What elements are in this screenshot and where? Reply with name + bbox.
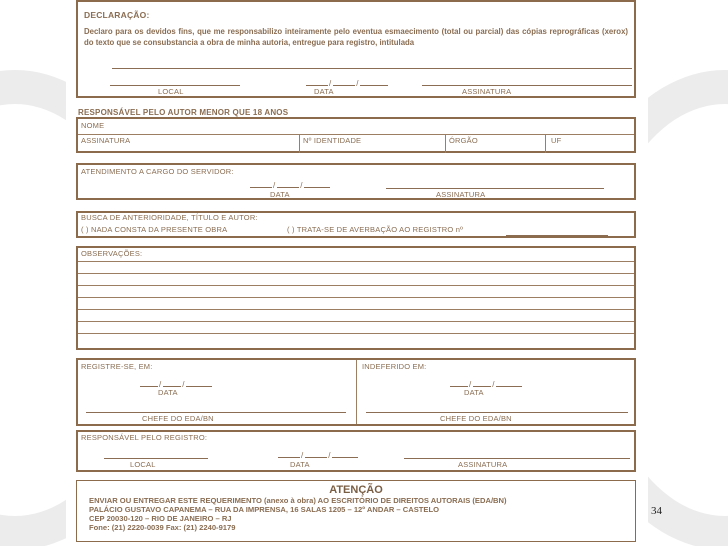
attention-line: PALÁCIO GUSTAVO CAPANEMA – RUA DA IMPRENSA, 16 SALAS 1205 – 12º ANDAR – CASTELO	[89, 505, 440, 514]
rejected-date-field[interactable]: / /	[450, 378, 522, 389]
local-line[interactable]	[110, 85, 240, 86]
registration-local-label: LOCAL	[130, 460, 156, 469]
attention-line: Fone: (21) 2220-0039 Fax: (21) 2240-9179	[89, 523, 236, 532]
declaration-text: Declaro para os devidos fins, que me responsabilizo inteiramente pelo eventua esmaecimento (total ou parcial) das cópias reprográficas (xerox) do texto que se consubstancia a obra de minha autoria, entregue para registro, intitulada	[84, 27, 628, 47]
service-signature-line[interactable]	[386, 188, 604, 189]
registration-responsible-title: RESPONSÁVEL PELO REGISTRO:	[81, 433, 208, 442]
rejected-chief-label: CHEFE DO EDA/BN	[440, 414, 512, 423]
registration-local-line[interactable]	[104, 458, 208, 459]
decision-section	[76, 358, 636, 426]
identity-number-field[interactable]	[300, 135, 446, 153]
service-title: ATENDIMENTO A CARGO DO SERVIDOR:	[81, 167, 234, 176]
register-chief-line[interactable]	[86, 412, 346, 413]
service-date-label: DATA	[270, 190, 290, 199]
guardian-signature-label: ASSINATURA	[81, 136, 131, 145]
issuing-agency-label: ÓRGÃO	[449, 136, 478, 145]
registration-signature-label: ASSINATURA	[458, 460, 508, 469]
observations-line[interactable]	[78, 333, 634, 334]
declaration-title: DECLARAÇÃO:	[84, 10, 150, 20]
observations-line[interactable]	[78, 285, 634, 286]
attention-line: ENVIAR OU ENTREGAR ESTE REQUERIMENTO (anexo à obra) AO ESCRITÓRIO DE DIREITOS AUTORAIS (EDA/BN)	[89, 496, 507, 505]
signature-label: ASSINATURA	[462, 87, 512, 96]
registration-date-field[interactable]: / /	[278, 449, 358, 460]
option-registration-annotation[interactable]: ( ) TRATA-SE DE AVERBAÇÃO AO REGISTRO nº	[287, 225, 464, 234]
registration-form-page	[66, 0, 648, 546]
observations-section	[76, 246, 636, 350]
rejected-chief-line[interactable]	[366, 412, 628, 413]
register-date-label: DATA	[158, 388, 178, 397]
name-label: NOME	[81, 121, 105, 130]
service-section	[76, 163, 636, 200]
declaration-date-field[interactable]: / /	[306, 77, 388, 88]
page-number: 34	[651, 505, 662, 517]
attention-text	[89, 496, 625, 532]
prior-search-title: BUSCA DE ANTERIORIDADE, TÍTULO E AUTOR:	[81, 213, 258, 222]
rejected-date-label: DATA	[464, 388, 484, 397]
attention-section	[76, 480, 636, 542]
minor-guardian-section	[76, 117, 636, 153]
registration-responsible-section	[76, 430, 636, 472]
minor-guardian-title: RESPONSÁVEL PELO AUTOR MENOR QUE 18 ANOS	[78, 108, 289, 117]
observations-line[interactable]	[78, 261, 634, 262]
service-signature-label: ASSINATURA	[436, 190, 486, 199]
attention-title: ATENÇÃO	[329, 484, 383, 496]
local-label: LOCAL	[158, 87, 184, 96]
observations-line[interactable]	[78, 297, 634, 298]
observations-line[interactable]	[78, 273, 634, 274]
declaration-section	[76, 0, 636, 98]
name-field[interactable]	[78, 119, 634, 134]
register-title: REGISTRE-SE, EM:	[81, 362, 153, 371]
state-label: UF	[551, 136, 562, 145]
option-nothing-found[interactable]: ( ) NADA CONSTA DA PRESENTE OBRA	[81, 225, 228, 234]
registration-number-line[interactable]	[506, 235, 608, 236]
signature-line[interactable]	[422, 85, 632, 86]
date-label: DATA	[314, 87, 334, 96]
register-chief-label: CHEFE DO EDA/BN	[142, 414, 214, 423]
identity-number-label: Nº IDENTIDADE	[303, 136, 362, 145]
service-date-field[interactable]: / /	[250, 179, 330, 190]
title-line[interactable]	[112, 68, 632, 69]
registration-date-label: DATA	[290, 460, 310, 469]
observations-line[interactable]	[78, 309, 634, 310]
register-date-field[interactable]: / /	[140, 378, 212, 389]
registration-signature-line[interactable]	[404, 458, 630, 459]
observations-line[interactable]	[78, 321, 634, 322]
rejected-title: INDEFERIDO EM:	[362, 362, 427, 371]
observations-title: OBSERVAÇÕES:	[81, 249, 143, 258]
prior-search-section	[76, 211, 636, 238]
guardian-signature-field[interactable]	[78, 135, 300, 153]
issuing-agency-field[interactable]	[446, 135, 546, 153]
state-field[interactable]	[546, 135, 634, 153]
attention-line: CEP 20030-120 – RIO DE JANEIRO – RJ	[89, 514, 232, 523]
